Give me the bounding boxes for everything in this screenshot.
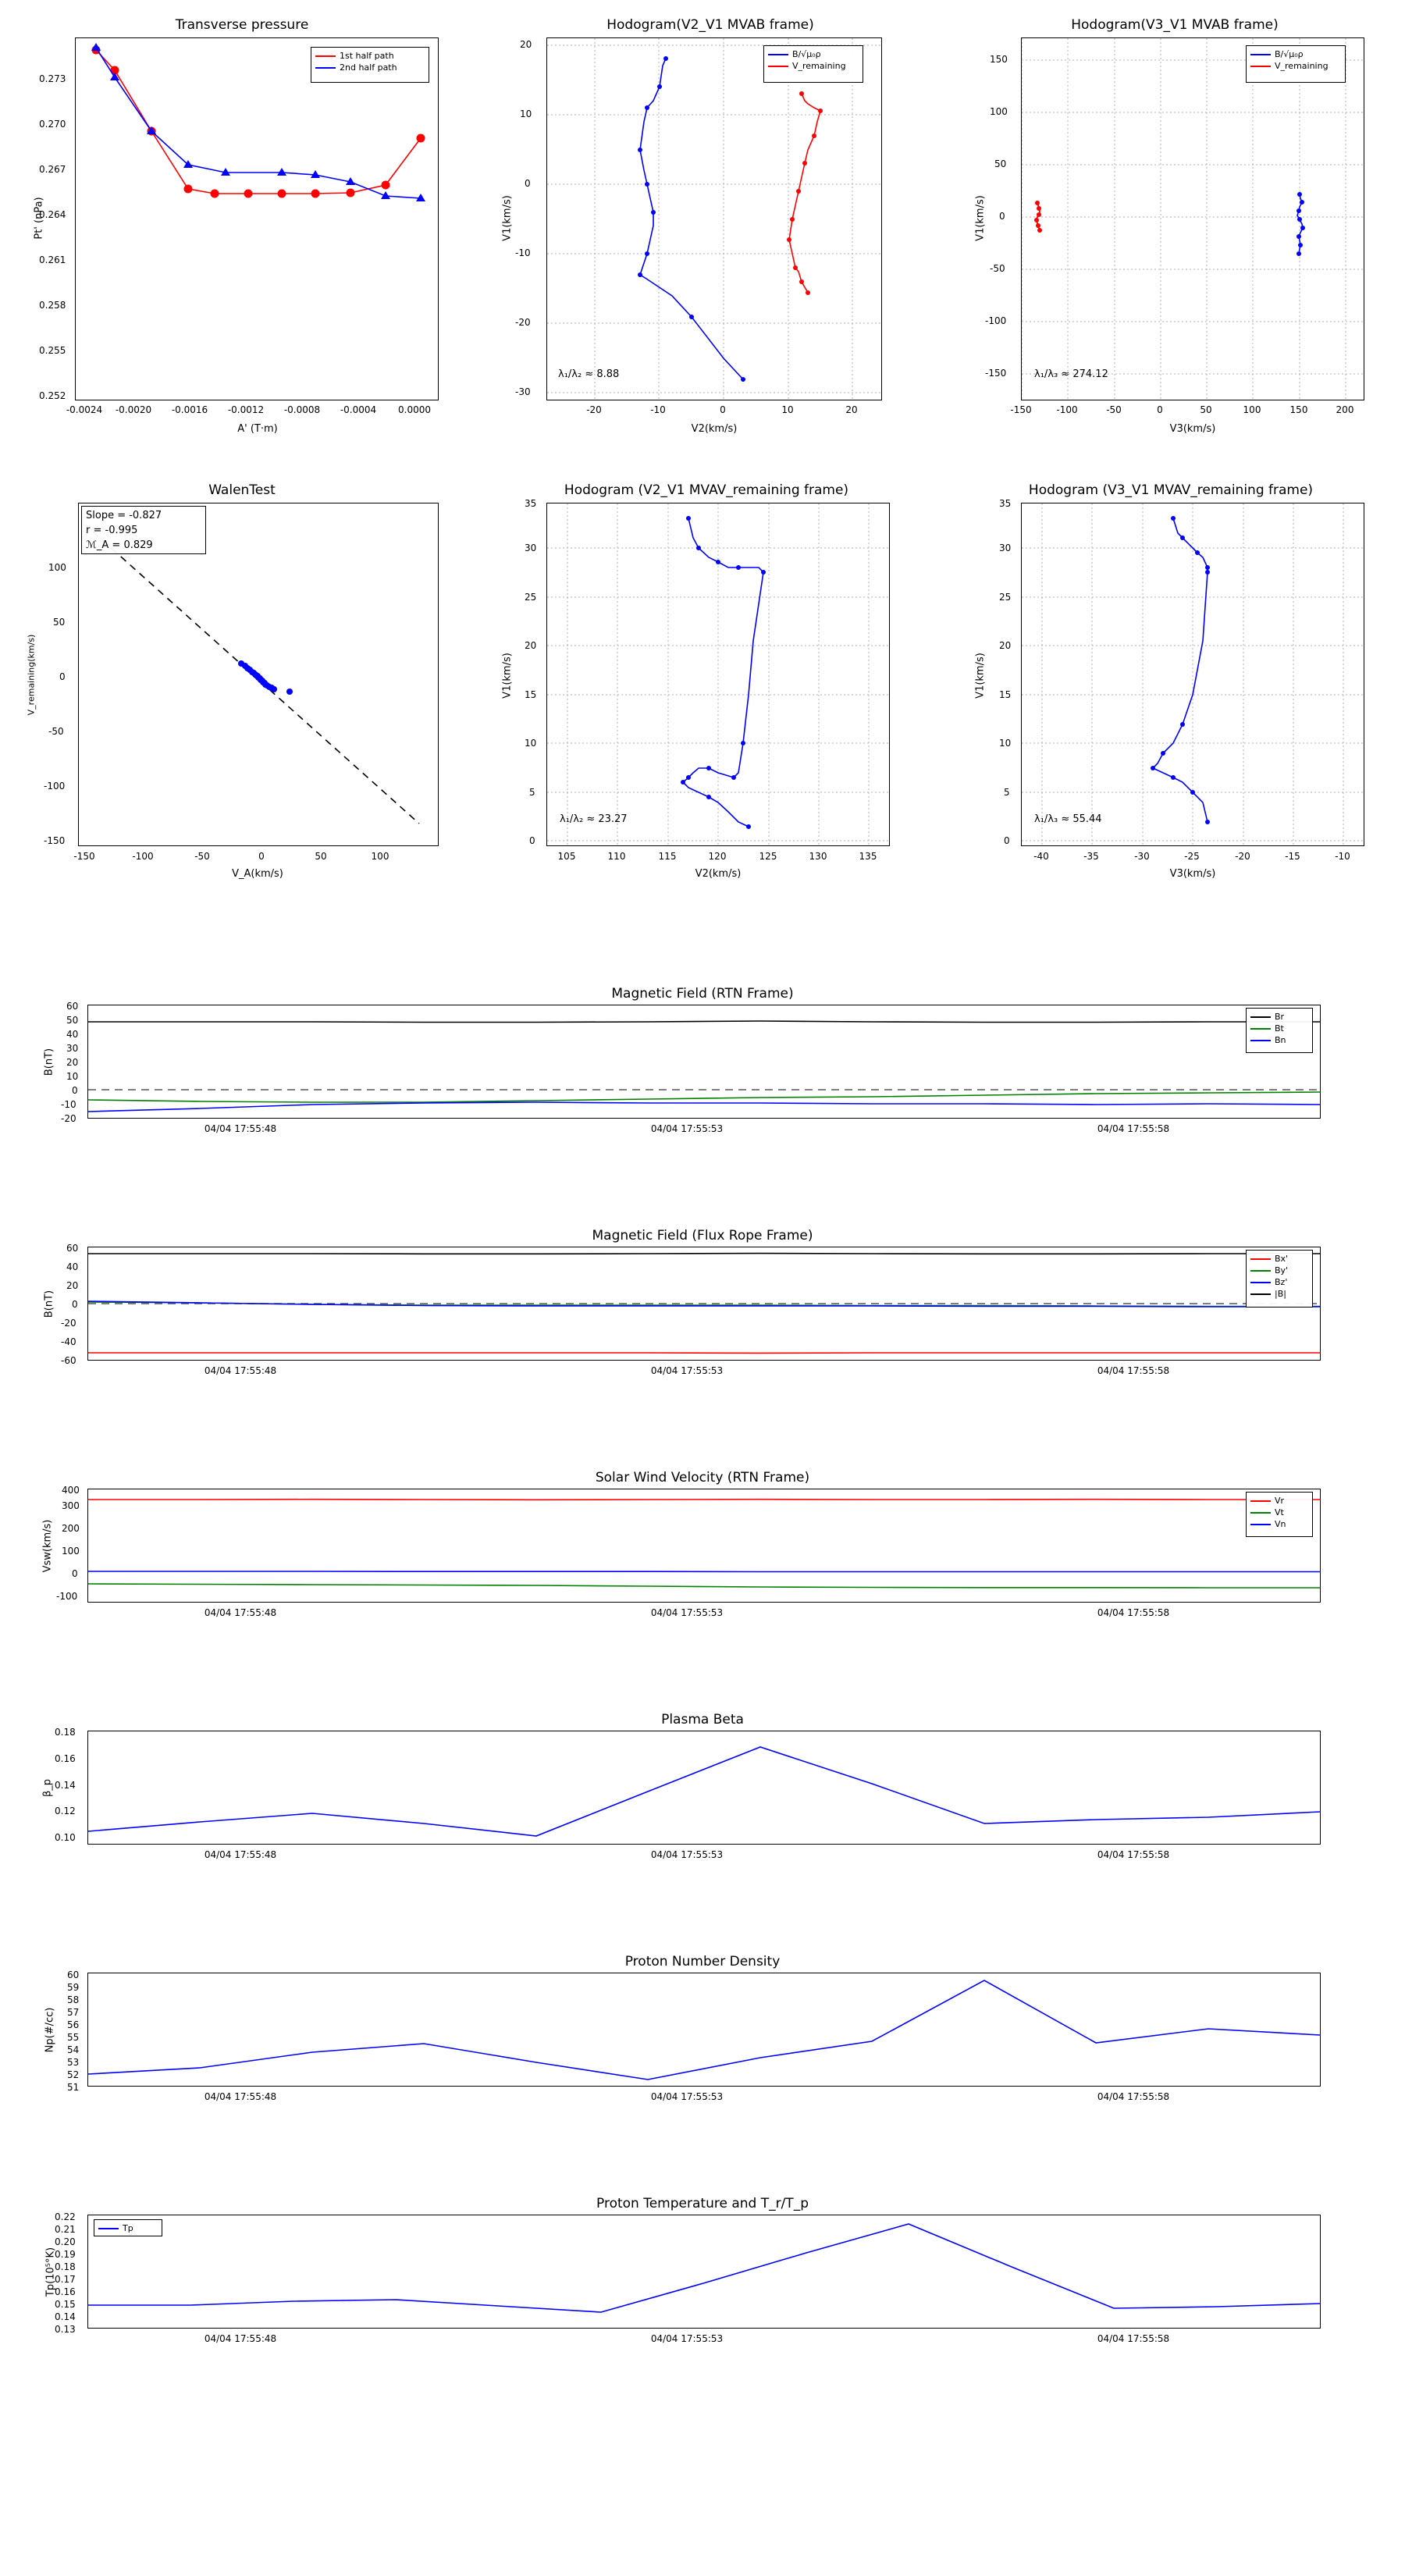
y-axis-label: Pt' (nPa)	[33, 197, 45, 240]
y-tick: 0.261	[39, 254, 66, 265]
y-tick: 20	[520, 39, 532, 50]
y-tick: 100	[62, 1546, 80, 1557]
legend-item	[1250, 1518, 1308, 1530]
plot-svg	[88, 1005, 1320, 1118]
legend	[94, 2219, 162, 2236]
y-tick: 0	[1004, 835, 1010, 846]
y-tick: 0.17	[55, 2274, 76, 2285]
y-tick: -100	[985, 315, 1007, 326]
chart-title: Magnetic Field (Flux Rope Frame)	[592, 1228, 813, 1244]
x-axis-label: V3(km/s)	[1169, 423, 1216, 435]
chart-title: Transverse pressure	[175, 17, 309, 33]
y-tick: -100	[56, 1591, 78, 1602]
legend-item	[1250, 1023, 1308, 1034]
x-tick: 04/04 17:55:48	[204, 1123, 277, 1134]
walen-alfven-mach: ℳ_A = 0.829	[86, 539, 153, 551]
y-tick: 60	[66, 1243, 79, 1254]
x-tick: -100	[132, 851, 154, 862]
x-tick: 04/04 17:55:53	[650, 2333, 724, 2344]
y-axis-label: V1(km/s)	[501, 653, 514, 699]
chart-title: Proton Number Density	[624, 1954, 781, 1969]
y-tick: 20	[66, 1057, 79, 1068]
plot-area	[87, 1247, 1321, 1361]
panel-hodogram-v2v1-mvav	[468, 468, 937, 906]
y-axis-label: Np(#/cc)	[44, 2007, 56, 2053]
legend-item	[1250, 1495, 1308, 1507]
y-tick: -20	[61, 1113, 76, 1124]
legend-item	[1250, 1288, 1308, 1300]
x-tick: -20	[1235, 851, 1250, 862]
x-axis-label: A' (T·m)	[237, 423, 278, 435]
legend-item	[1250, 1011, 1308, 1023]
x-tick: 115	[658, 851, 677, 862]
y-tick: 100	[48, 562, 66, 573]
walen-slope: Slope = -0.827	[86, 510, 162, 521]
y-axis-label: Tp(10⁵°K)	[44, 2247, 57, 2297]
legend-item	[1250, 1265, 1308, 1276]
y-tick: -50	[990, 263, 1005, 274]
y-tick: 0.10	[55, 1832, 76, 1843]
y-tick: 300	[62, 1500, 80, 1511]
y-axis-label: V1(km/s)	[974, 653, 987, 699]
y-tick: 30	[525, 543, 537, 553]
x-tick: 04/04 17:55:48	[204, 2333, 277, 2344]
legend-swatch	[1250, 1500, 1271, 1502]
y-tick: 59	[67, 1982, 80, 1993]
legend-label: Br	[1275, 1012, 1285, 1022]
legend	[1246, 1492, 1313, 1537]
legend-label: By'	[1275, 1265, 1289, 1276]
x-tick: -40	[1033, 851, 1049, 862]
x-tick: 04/04 17:55:48	[204, 1365, 277, 1376]
y-tick: 5	[1004, 787, 1010, 798]
legend-swatch	[1250, 1028, 1271, 1030]
y-tick: 25	[525, 592, 537, 603]
x-tick: 0.0000	[398, 404, 431, 415]
y-tick: 0.267	[39, 164, 66, 175]
x-tick: -0.0016	[171, 404, 208, 415]
x-tick: 105	[557, 851, 576, 862]
x-tick: 200	[1336, 404, 1354, 415]
x-tick: -25	[1184, 851, 1200, 862]
y-tick: 0	[525, 178, 531, 189]
y-tick: 0.22	[55, 2211, 76, 2222]
y-tick: 25	[999, 592, 1012, 603]
x-tick: 04/04 17:55:58	[1097, 1365, 1170, 1376]
x-tick: 125	[759, 851, 777, 862]
plot-svg	[547, 38, 881, 400]
x-tick: 04/04 17:55:58	[1097, 2091, 1170, 2102]
legend-swatch	[1250, 54, 1271, 55]
legend-label: 2nd half path	[340, 62, 397, 73]
chart-title: Hodogram (V2_V1 MVAV_remaining frame)	[564, 482, 849, 498]
legend-swatch	[1250, 1512, 1271, 1514]
legend-swatch	[1250, 66, 1271, 67]
x-tick: -50	[1106, 404, 1122, 415]
y-tick: 0	[529, 835, 535, 846]
x-axis-label: V2(km/s)	[691, 423, 738, 435]
x-tick: 110	[607, 851, 626, 862]
x-tick: -10	[650, 404, 666, 415]
legend-label: Vr	[1275, 1496, 1285, 1506]
y-tick: 0	[999, 211, 1005, 222]
y-tick: 0	[72, 1299, 78, 1310]
x-tick: -30	[1134, 851, 1150, 862]
panel-transverse-pressure	[0, 0, 468, 453]
x-tick: 20	[845, 404, 858, 415]
plot-area	[87, 1973, 1321, 2087]
legend-swatch	[768, 66, 788, 67]
y-tick: 30	[66, 1043, 79, 1054]
legend-swatch	[1250, 1282, 1271, 1283]
eigenvalue-ratio-annotation: λ₁/λ₃ ≈ 274.12	[1034, 368, 1108, 380]
x-tick: -150	[73, 851, 95, 862]
y-tick: 52	[67, 2069, 80, 2080]
x-tick: -0.0020	[115, 404, 152, 415]
x-tick: 150	[1289, 404, 1308, 415]
legend-swatch	[315, 67, 336, 69]
x-axis-label: V3(km/s)	[1169, 868, 1216, 880]
y-tick: 35	[525, 498, 537, 509]
y-tick: 57	[67, 2007, 80, 2018]
y-tick: 15	[999, 689, 1012, 700]
y-tick: 51	[67, 2082, 80, 2093]
x-tick: -35	[1083, 851, 1099, 862]
chart-title: Solar Wind Velocity (RTN Frame)	[595, 1470, 810, 1485]
y-tick: 0.15	[55, 2299, 76, 2310]
x-tick: 04/04 17:55:58	[1097, 1607, 1170, 1618]
plot-area	[1021, 37, 1364, 400]
chart-title: Plasma Beta	[661, 1712, 744, 1727]
chart-title: Hodogram(V2_V1 MVAB frame)	[606, 17, 814, 33]
y-tick: -30	[515, 386, 531, 397]
legend-item	[768, 48, 859, 60]
eigenvalue-ratio-annotation: λ₁/λ₂ ≈ 8.88	[558, 368, 620, 380]
legend-swatch	[1250, 1040, 1271, 1041]
y-tick: -20	[61, 1318, 76, 1329]
y-axis-label: V_remaining(km/s)	[26, 634, 37, 716]
x-tick: 04/04 17:55:58	[1097, 2333, 1170, 2344]
legend-swatch	[1250, 1524, 1271, 1525]
plot-svg	[88, 1247, 1320, 1360]
y-tick: 0.255	[39, 345, 66, 356]
y-tick: 30	[999, 543, 1012, 553]
plot-svg	[88, 1973, 1320, 2086]
y-axis-label: B(nT)	[43, 1290, 55, 1318]
legend	[1246, 45, 1346, 83]
y-tick: 0.20	[55, 2236, 76, 2247]
legend-label: |B|	[1275, 1289, 1286, 1299]
x-tick: -20	[586, 404, 602, 415]
walen-r: r = -0.995	[86, 525, 138, 536]
x-tick: 04/04 17:55:53	[650, 1607, 724, 1618]
y-tick: 0.16	[55, 2286, 76, 2297]
y-axis-label: V1(km/s)	[501, 195, 514, 241]
y-tick: 54	[67, 2044, 80, 2055]
y-tick: 0.13	[55, 2324, 76, 2335]
y-tick: 0.21	[55, 2224, 76, 2235]
y-tick: -100	[44, 781, 66, 792]
panel-magnetic-field-flux-rope	[0, 1222, 1405, 1417]
legend-item	[1250, 60, 1341, 72]
x-tick: 04/04 17:55:58	[1097, 1849, 1170, 1860]
legend-item	[1250, 1276, 1308, 1288]
y-tick: 200	[62, 1523, 80, 1534]
x-tick: 04/04 17:55:48	[204, 2091, 277, 2102]
y-axis-label: Vsw(km/s)	[41, 1519, 54, 1573]
y-tick: 20	[999, 640, 1012, 651]
y-tick: 0.12	[55, 1806, 76, 1816]
y-tick: 0.18	[55, 1727, 76, 1738]
panel-plasma-beta	[0, 1706, 1405, 1901]
x-tick: -150	[1010, 404, 1032, 415]
plot-area	[1021, 503, 1364, 846]
panel-hodogram-v2v1-mvab	[468, 0, 937, 453]
y-tick: 60	[66, 1001, 79, 1012]
legend-item	[1250, 1507, 1308, 1518]
y-tick: 0.14	[55, 1780, 76, 1791]
y-axis-label: β_p	[41, 1778, 54, 1798]
x-tick: -0.0008	[283, 404, 321, 415]
plot-svg	[1022, 38, 1364, 400]
x-tick: 120	[708, 851, 727, 862]
plot-area	[87, 2215, 1321, 2329]
y-tick: -50	[48, 726, 64, 737]
x-tick: 0	[1157, 404, 1163, 415]
panel-hodogram-v3v1-mvav	[937, 468, 1405, 906]
x-tick: 04/04 17:55:48	[204, 1849, 277, 1860]
x-tick: 50	[1200, 404, 1212, 415]
y-tick: 58	[67, 1994, 80, 2005]
y-tick: 10	[520, 109, 532, 119]
x-tick: 04/04 17:55:58	[1097, 1123, 1170, 1134]
y-tick: 0.16	[55, 1753, 76, 1764]
panel-proton-temperature	[0, 2190, 1405, 2393]
legend-label: Bz'	[1275, 1277, 1288, 1287]
y-tick: 53	[67, 2057, 80, 2068]
y-tick: 50	[66, 1015, 79, 1026]
x-tick: -100	[1056, 404, 1078, 415]
y-tick: -10	[515, 247, 531, 258]
x-tick: 0	[258, 851, 265, 862]
plot-area	[546, 37, 882, 400]
plot-area	[546, 503, 890, 846]
y-tick: 0.264	[39, 209, 66, 220]
x-tick: 04/04 17:55:53	[650, 1365, 724, 1376]
legend-item	[768, 60, 859, 72]
y-tick: 0.270	[39, 119, 66, 130]
x-tick: 130	[809, 851, 827, 862]
y-tick: 20	[66, 1280, 79, 1291]
x-tick: -0.0012	[227, 404, 265, 415]
y-tick: 10	[66, 1071, 79, 1082]
plot-area	[78, 503, 439, 846]
legend-swatch	[315, 55, 336, 57]
plot-area	[87, 1005, 1321, 1119]
x-tick: 135	[859, 851, 877, 862]
y-tick: -150	[985, 368, 1007, 379]
y-tick: -40	[61, 1336, 76, 1347]
x-tick: -50	[194, 851, 210, 862]
legend	[1246, 1250, 1313, 1308]
legend	[763, 45, 863, 83]
y-tick: 0.19	[55, 2249, 76, 2260]
plot-svg	[88, 1489, 1320, 1602]
legend	[1246, 1008, 1313, 1053]
y-tick: 150	[990, 54, 1008, 65]
y-tick: 0.14	[55, 2311, 76, 2322]
legend-label: Vt	[1275, 1507, 1284, 1517]
legend-item	[315, 62, 425, 73]
x-tick: -0.0024	[66, 404, 103, 415]
y-tick: 0.18	[55, 2261, 76, 2272]
legend-swatch	[768, 54, 788, 55]
y-tick: 400	[62, 1485, 80, 1496]
y-axis-label: B(nT)	[43, 1048, 55, 1076]
legend-label: Tp	[123, 2223, 133, 2233]
legend-item	[315, 50, 425, 62]
y-tick: 10	[525, 738, 537, 749]
x-tick: -15	[1285, 851, 1300, 862]
y-tick: 0.258	[39, 300, 66, 311]
plot-area	[87, 1731, 1321, 1845]
x-tick: 04/04 17:55:48	[204, 1607, 277, 1618]
legend-item	[1250, 48, 1341, 60]
eigenvalue-ratio-annotation: λ₁/λ₂ ≈ 23.27	[560, 813, 628, 825]
plot-svg	[88, 2215, 1320, 2328]
legend-label: 1st half path	[340, 51, 394, 61]
y-tick: 0.252	[39, 390, 66, 401]
legend	[311, 47, 429, 83]
y-tick: 40	[66, 1029, 79, 1040]
y-tick: -60	[61, 1355, 76, 1366]
legend-label: B/√μ₀ρ	[1275, 49, 1304, 59]
panel-solar-wind-velocity	[0, 1464, 1405, 1659]
y-tick: 0	[72, 1568, 78, 1579]
x-tick: -10	[1335, 851, 1350, 862]
legend-label: Bx'	[1275, 1254, 1289, 1264]
x-tick: 04/04 17:55:53	[650, 1123, 724, 1134]
y-tick: 60	[67, 1969, 80, 1980]
legend-label: V_remaining	[792, 61, 846, 71]
plot-svg	[76, 38, 438, 400]
y-tick: 40	[66, 1261, 79, 1272]
y-tick: 10	[999, 738, 1012, 749]
x-axis-label: V2(km/s)	[695, 868, 742, 880]
walen-fit-annotation	[81, 506, 206, 554]
panel-magnetic-field-rtn	[0, 980, 1405, 1175]
legend-label: Bt	[1275, 1023, 1284, 1034]
y-tick: 35	[999, 498, 1012, 509]
plot-svg	[1022, 503, 1364, 845]
legend-label: Vn	[1275, 1519, 1286, 1529]
y-tick: 20	[525, 640, 537, 651]
plot-svg	[547, 503, 889, 845]
y-tick: -10	[61, 1099, 76, 1110]
x-tick: 50	[315, 851, 327, 862]
x-tick: 10	[781, 404, 794, 415]
legend-swatch	[1250, 1258, 1271, 1260]
y-tick: 0	[72, 1085, 78, 1096]
legend-swatch	[1250, 1016, 1271, 1018]
chart-title: Hodogram (V3_V1 MVAV_remaining frame)	[1028, 482, 1314, 498]
legend-swatch	[1250, 1270, 1271, 1272]
chart-title: Hodogram(V3_V1 MVAB frame)	[1071, 17, 1279, 33]
plot-svg	[88, 1731, 1320, 1844]
y-tick: 0	[59, 671, 66, 682]
chart-title: WalenTest	[208, 482, 276, 498]
eigenvalue-ratio-annotation: λ₁/λ₃ ≈ 55.44	[1034, 813, 1102, 825]
legend-label: V_remaining	[1275, 61, 1329, 71]
x-tick: 100	[371, 851, 389, 862]
legend-item	[98, 2222, 158, 2234]
y-tick: 56	[67, 2019, 80, 2030]
legend-item	[1250, 1253, 1308, 1265]
x-tick: 04/04 17:55:53	[650, 1849, 724, 1860]
y-tick: 50	[994, 158, 1007, 169]
y-tick: -20	[515, 317, 531, 328]
y-tick: 50	[53, 617, 66, 628]
y-tick: 55	[67, 2032, 80, 2043]
legend-label: B/√μ₀ρ	[792, 49, 821, 59]
legend-swatch	[1250, 1293, 1271, 1295]
plot-svg	[79, 503, 438, 845]
x-axis-label: V_A(km/s)	[232, 868, 283, 880]
y-tick: 100	[990, 106, 1008, 117]
panel-walen-test	[0, 468, 468, 906]
y-tick: 15	[525, 689, 537, 700]
x-tick: -0.0004	[340, 404, 377, 415]
x-tick: 100	[1243, 404, 1261, 415]
panel-hodogram-v3v1-mvab	[937, 0, 1405, 453]
chart-title: Magnetic Field (RTN Frame)	[611, 986, 794, 1002]
chart-title: Proton Temperature and T_r/T_p	[596, 2196, 809, 2211]
y-tick: 5	[529, 787, 535, 798]
y-tick: -150	[44, 835, 66, 846]
plot-area	[87, 1489, 1321, 1603]
legend-swatch	[98, 2228, 119, 2229]
x-tick: 04/04 17:55:53	[650, 2091, 724, 2102]
x-tick: 0	[720, 404, 726, 415]
legend-label: Bn	[1275, 1035, 1286, 1045]
legend-item	[1250, 1034, 1308, 1046]
panel-proton-number-density	[0, 1948, 1405, 2143]
plot-area	[75, 37, 439, 400]
y-tick: 0.273	[39, 73, 66, 84]
y-axis-label: V1(km/s)	[974, 195, 987, 241]
